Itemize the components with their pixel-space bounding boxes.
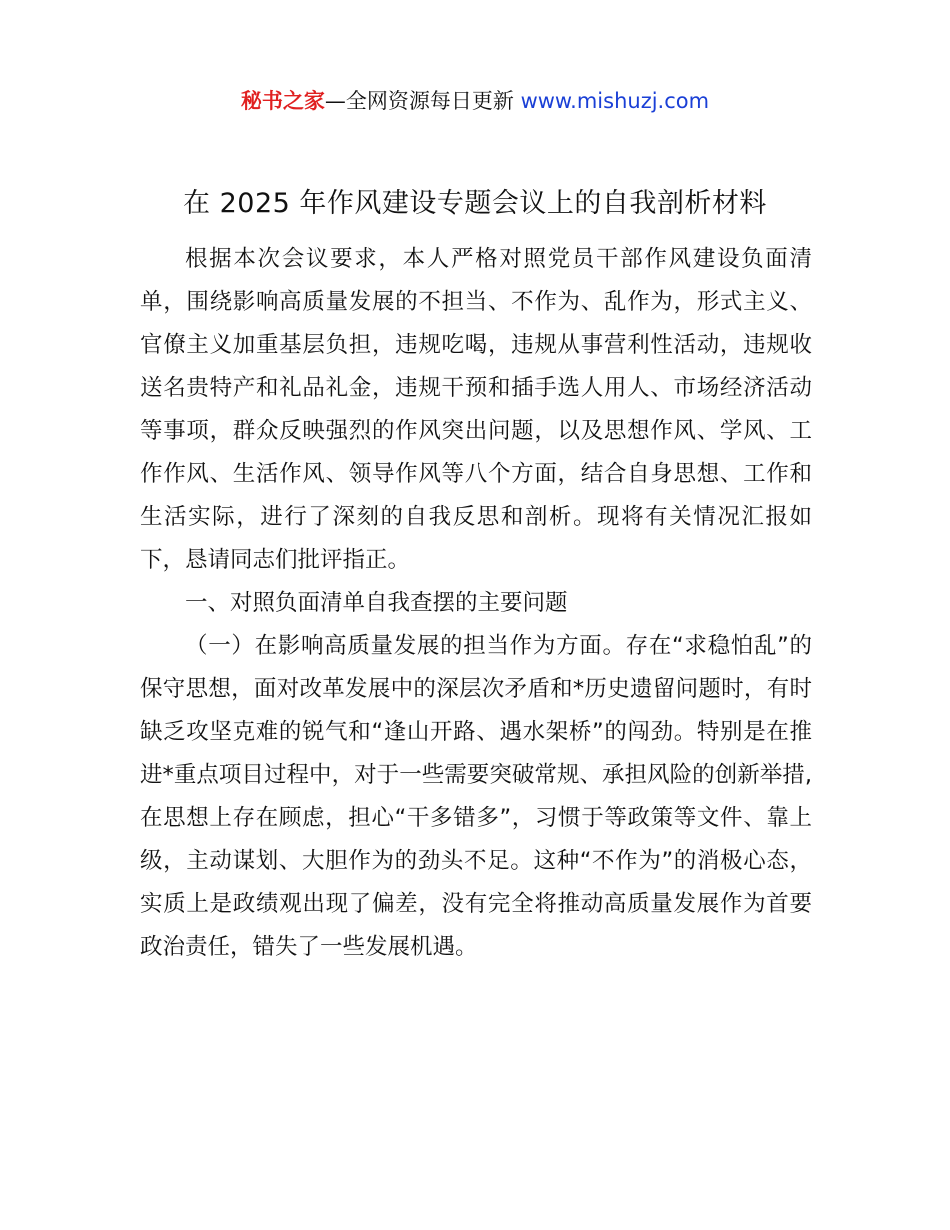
intro-paragraph: 根据本次会议要求，本人严格对照党员干部作风建设负面清单，围绕影响高质量发展的不担当、不作为、乱作为，形式主义、官僚主义加重基层负担，违规吃喝，违规从事营利性活动，违规收送名贵特产和礼品礼金，违规干预和插手选人用人、市场经济活动等事项，群众反映强烈的作风突出问题，以及思想作风、学风、工作作风、生活作风、领导作风等八个方面，结合自身思想、工作和生活实际，进行了深刻的自我反思和剖析。现将有关情况汇报如下，恳请同志们批评指正。 (140, 246, 812, 573)
page-header (0, 86, 950, 116)
document-body (140, 238, 812, 969)
header-tagline: —全网资源每日更新 (324, 89, 521, 113)
document-title: 在 2025 年作风建设专题会议上的自我剖析材料 (183, 188, 767, 219)
brand-name: 秘书之家 (240, 89, 325, 113)
site-url-link[interactable]: www.mishuzj.com (520, 89, 710, 113)
section-heading: 一、对照负面清单自我查摆的主要问题 (185, 590, 568, 616)
subsection-paragraph: （一）在影响高质量发展的担当作为方面。存在“求稳怕乱”的保守思想，面对改革发展中的深层次矛盾和*历史遗留问题时，有时缺乏攻坚克难的锐气和“逢山开路、遇水架桥”的闯劲。特别是在推进*重点项目过程中，对于一些需要突破常规、承担风险的创新举措,在思想上存在顾虑，担心“干多错多”，习惯于等政策等文件、靠上级，主动谋划、大胆作为的劲头不足。这种“不作为”的消极心态，实质上是政绩观出现了偏差，没有完全将推动高质量发展作为首要政治责任，错失了一些发展机遇。 (140, 633, 812, 960)
